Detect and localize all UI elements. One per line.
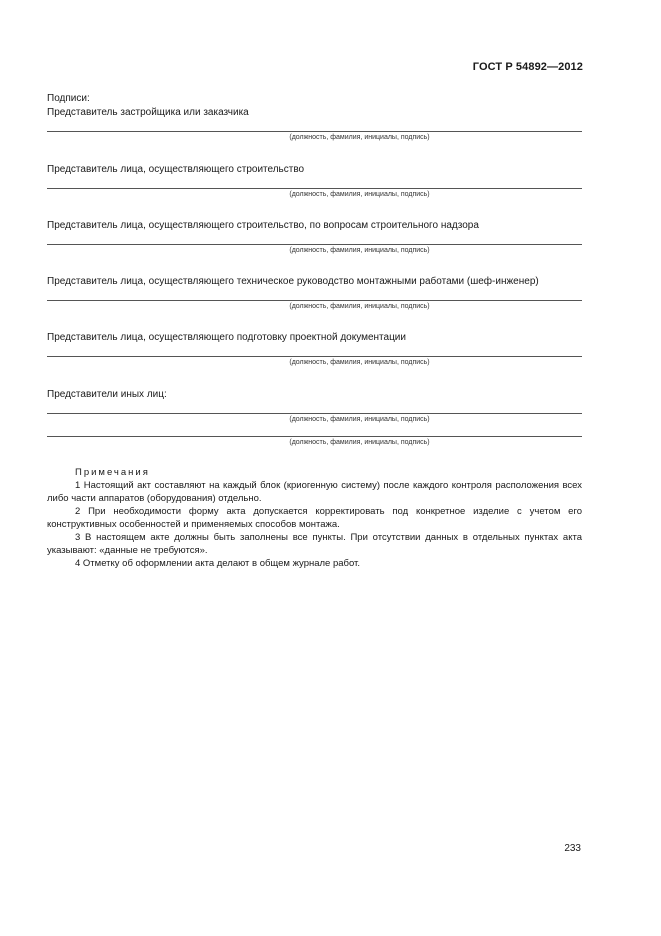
signature-caption: (должность, фамилия, инициалы, подпись)	[289, 247, 430, 254]
note-item: 3 В настоящем акте должны быть заполнены все пункты. При отсутствии данных в отдельных пунктах акта указывают: «данные не требуются».	[47, 532, 582, 556]
rep-label-builder: Представитель лица, осуществляющего строительство	[47, 164, 305, 175]
note-item: 4 Отметку об оформлении акта делают в общем журнале работ.	[75, 558, 360, 569]
signature-caption: (должность, фамилия, инициалы, подпись)	[289, 134, 430, 141]
signature-block-design	[47, 332, 582, 367]
rep-label-supervision: Представитель лица, осуществляющего строительство, по вопросам строительного надзора	[47, 220, 479, 231]
rep-label-client: Представитель застройщика или заказчика	[47, 107, 249, 118]
signatures-label: Подписи:	[47, 93, 90, 104]
signature-line	[47, 300, 582, 301]
signature-caption: (должность, фамилия, инициалы, подпись)	[289, 359, 430, 366]
rep-label-chief-engineer: Представитель лица, осуществляющего техническое руководство монтажными работами (шеф-инженер)	[47, 276, 539, 287]
notes-section	[47, 466, 582, 570]
signature-caption: (должность, фамилия, инициалы, подпись)	[289, 303, 430, 310]
notes-title: Примечания	[75, 467, 150, 478]
signature-line	[47, 188, 582, 189]
signature-block-supervision	[47, 220, 582, 255]
signature-line	[47, 413, 582, 414]
signature-block-client	[47, 131, 582, 142]
signature-block-chief-engineer	[47, 276, 582, 311]
signature-line	[47, 436, 582, 437]
document-id: ГОСТ Р 54892—2012	[472, 61, 583, 73]
signature-block-others	[47, 389, 582, 447]
note-item: 1 Настоящий акт составляют на каждый блок (криогенную систему) после каждого контроля расположения всех либо части аппаратов (оборудования) отдельно.	[47, 480, 582, 504]
signature-caption: (должность, фамилия, инициалы, подпись)	[289, 191, 430, 198]
signature-caption: (должность, фамилия, инициалы, подпись)	[289, 439, 430, 446]
signature-line	[47, 356, 582, 357]
rep-label-others: Представители иных лиц:	[47, 389, 167, 400]
signature-block-builder	[47, 164, 582, 199]
rep-label-design: Представитель лица, осуществляющего подготовку проектной документации	[47, 332, 406, 343]
signature-line	[47, 244, 582, 245]
signatures-intro	[47, 92, 249, 120]
signature-line	[47, 131, 582, 132]
page-number: 233	[564, 843, 581, 854]
signature-caption: (должность, фамилия, инициалы, подпись)	[289, 416, 430, 423]
note-item: 2 При необходимости форму акта допускается корректировать под конкретное изделие с учетом его конструктивных особенностей и применяемых способов монтажа.	[47, 506, 582, 530]
